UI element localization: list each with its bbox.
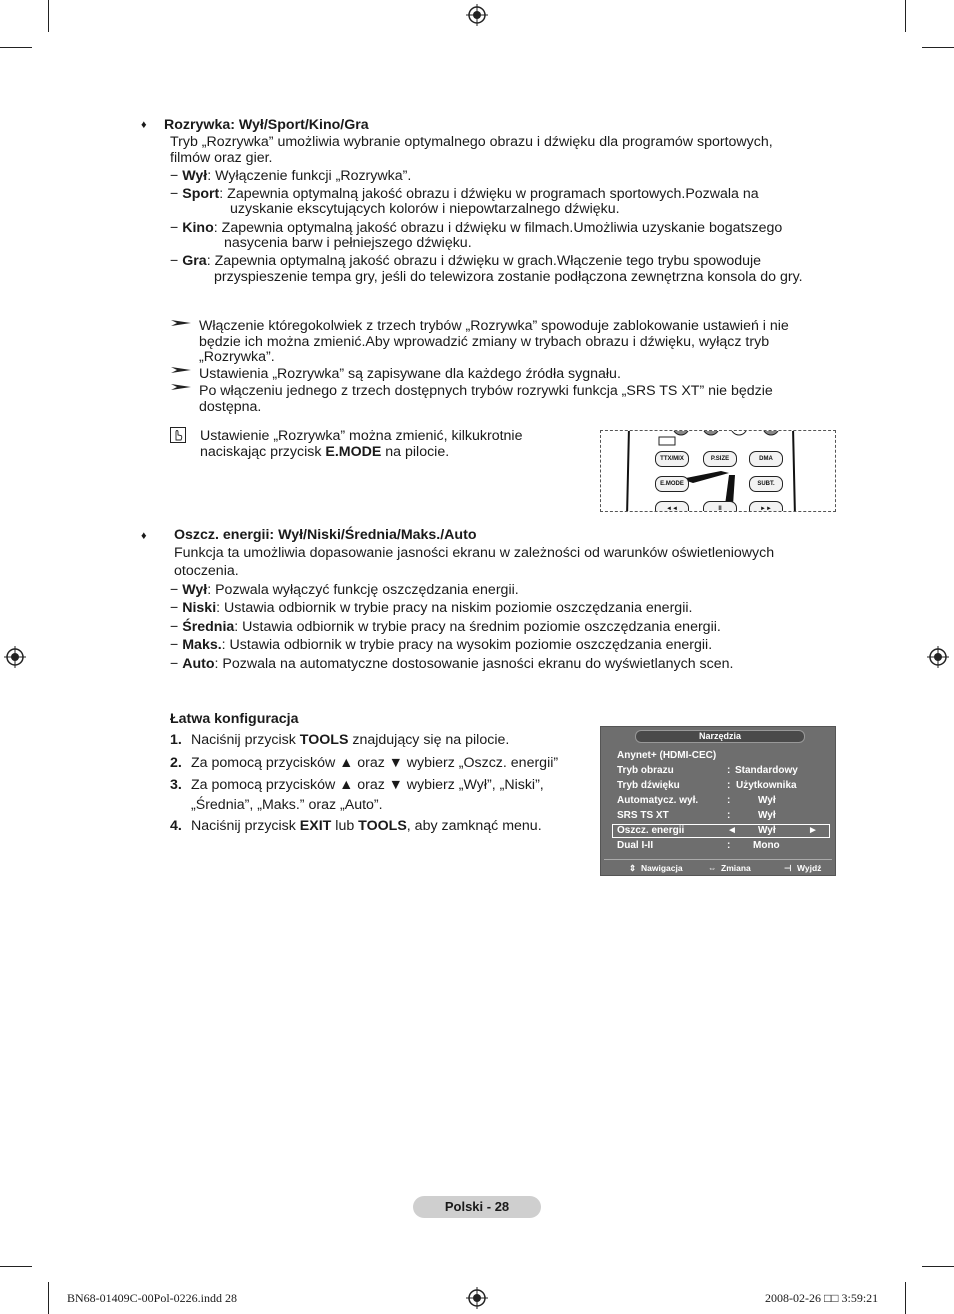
option-item-sport-cont: uzyskanie ekscytujących kolorów i niepowtarzalnego dźwięku. xyxy=(230,201,620,217)
crop-mark xyxy=(905,1282,906,1314)
remote-tip-text: Ustawienie „Rozrywka” można zmienić, kilkukrotnie xyxy=(200,428,523,444)
energy-item-auto: − Auto: Pozwala na automatyczne dostosowanie jasności ekranu do wyświetlanych scen. xyxy=(170,656,734,672)
osd-row[interactable]: SRS TS XT : Wył xyxy=(617,810,776,821)
tools-menu-osd xyxy=(600,726,836,876)
osd-title: Narzędzia xyxy=(635,730,805,743)
energy-item-niski: − Niski: Ustawia odbiornik w trybie pracy na niskim poziomie oszczędzania energii. xyxy=(170,600,693,616)
section-title-rozrywka: Rozrywka: Wył/Sport/Kino/Gra xyxy=(164,117,369,133)
section-intro: filmów oraz gier. xyxy=(170,150,273,166)
option-item-wyl: − Wył: Wyłączenie funkcji „Rozrywka”. xyxy=(170,168,412,184)
crop-mark xyxy=(905,0,906,32)
energy-item-maks: − Maks.: Ustawia odbiornik w trybie pracy na wysokim poziomie oszczędzania energii. xyxy=(170,637,713,653)
rewind-button-icon: ◄◄ xyxy=(655,501,689,512)
note-text: Po włączeniu jednego z trzech dostępnych trybów rozrywki funkcja „SRS TS XT” nie będzie xyxy=(199,383,773,399)
return-icon: ⊣ xyxy=(784,863,792,873)
osd-row[interactable]: Tryb dźwięku : Użytkownika xyxy=(617,780,797,791)
osd-footer-exit: Wyjdź xyxy=(797,863,822,873)
osd-row[interactable]: Anynet+ (HDMI-CEC) xyxy=(617,750,717,761)
remote-control-illustration xyxy=(600,430,836,512)
print-slug-file: BN68-01409C-00Pol-0226.indd 28 xyxy=(67,1291,238,1305)
section-intro: Tryb „Rozrywka” umożliwia wybranie optymalnego obrazu i dźwięku dla programów sportowych, xyxy=(170,134,773,150)
note-text: Ustawienia „Rozrywka” są zapisywane dla każdego źródła sygnału. xyxy=(199,366,621,382)
diamond-bullet-icon: ♦ xyxy=(141,530,147,542)
pause-button-icon: II xyxy=(703,501,737,512)
crop-mark xyxy=(922,1266,954,1267)
crop-mark xyxy=(48,1282,49,1314)
leftright-icon: ⇔ xyxy=(708,863,717,873)
energy-item-wyl: − Wył: Pozwala wyłączyć funkcję oszczędzania energii. xyxy=(170,582,519,598)
osd-row[interactable]: Tryb obrazu : Standardowy xyxy=(617,765,798,776)
remote-button-dma: DMA xyxy=(749,451,783,467)
left-arrow-icon: ◄ xyxy=(727,825,737,836)
step-text: Za pomocą przycisków ▲ oraz ▼ wybierz „Oszcz. energii” xyxy=(191,755,559,771)
step-number: 2. xyxy=(170,755,182,771)
remote-button-ttxmix: TTX/MIX xyxy=(655,451,689,467)
updown-icon: ⇕ xyxy=(629,863,637,873)
step-text: „Średnia”, „Maks.” oraz „Auto”. xyxy=(191,797,383,813)
hand-pointer-icon xyxy=(170,427,186,443)
option-item-gra: − Gra: Zapewnia optymalną jakość obrazu i dźwięku w grach.Włączenie tego trybu spowoduje xyxy=(170,253,762,269)
osd-footer-change: Zmiana xyxy=(721,863,751,873)
registration-mark-icon xyxy=(927,646,949,668)
section-intro: otoczenia. xyxy=(174,563,239,579)
crop-mark xyxy=(922,47,954,48)
note-text: dostępna. xyxy=(199,399,262,415)
note-text: będzie ich można zmienić.Aby wprowadzić zmiany w trybach obrazu i dźwięku, wyłącz tryb xyxy=(199,334,770,350)
right-arrow-icon: ► xyxy=(808,825,818,836)
option-item-sport: − Sport: Zapewnia optymalną jakość obrazu i dźwięku w programach sportowych.Pozwala na xyxy=(170,186,759,202)
note-text: „Rozrywka”. xyxy=(199,349,275,365)
step-text: Za pomocą przycisków ▲ oraz ▼ wybierz „Wył”, „Niski”, xyxy=(191,777,544,793)
option-item-kino: − Kino: Zapewnia optymalną jakość obrazu i dźwięku w filmach.Umożliwia uzyskanie bogatszego xyxy=(170,220,783,236)
note-arrow-icon xyxy=(171,318,191,328)
page-number: Polski - 28 xyxy=(413,1196,541,1218)
osd-row[interactable]: Dual I-II : Mono xyxy=(617,840,780,851)
remote-body-icon xyxy=(621,430,801,512)
setup-title: Łatwa konfiguracja xyxy=(170,711,299,727)
note-text: Włączenie któregokolwiek z trzech trybów „Rozrywka” spowoduje zablokowanie ustawień i nie xyxy=(199,318,789,334)
step-number: 1. xyxy=(170,732,182,748)
energy-item-srednia: − Średnia: Ustawia odbiornik w trybie pracy na średnim poziomie oszczędzania energii. xyxy=(170,619,721,635)
crop-mark xyxy=(0,1266,32,1267)
crop-mark xyxy=(0,47,32,48)
option-item-gra-cont: przyspieszenie tempa gry, jeśli do telewizora zostanie podłączona zewnętrzna konsola do gry. xyxy=(214,269,803,285)
remote-button-psize: P.SIZE xyxy=(703,451,737,467)
step-text: Naciśnij przycisk EXIT lub TOOLS, aby zamknąć menu. xyxy=(191,818,542,834)
registration-mark-icon xyxy=(466,1287,488,1309)
registration-mark-icon xyxy=(466,4,488,26)
section-title-energy: Oszcz. energii: Wył/Niski/Średnia/Maks./Auto xyxy=(174,527,477,543)
remote-tip-text: naciskając przycisk E.MODE na pilocie. xyxy=(200,444,450,460)
note-arrow-icon xyxy=(171,365,191,375)
osd-row[interactable]: Automatycz. wył. : Wył xyxy=(617,795,776,806)
step-number: 4. xyxy=(170,818,182,834)
section-intro: Funkcja ta umożliwia dopasowanie jasności ekranu w zależności od warunków oświetleniowych xyxy=(174,545,775,561)
crop-mark xyxy=(48,0,49,32)
osd-row-energy-selected[interactable]: Oszcz. energii ◄ Wył ► xyxy=(617,825,818,836)
remote-button-subt: SUBT. xyxy=(749,476,783,492)
fast-forward-button-icon: ►► xyxy=(749,501,783,512)
print-slug-date: 2008-02-26 □□ 3:59:21 xyxy=(765,1291,879,1305)
osd-footer-divider xyxy=(604,859,832,860)
note-arrow-icon xyxy=(171,382,191,392)
remote-button-emode: E.MODE xyxy=(655,476,689,492)
registration-mark-icon xyxy=(4,646,26,668)
step-text: Naciśnij przycisk TOOLS znajdujący się na pilocie. xyxy=(191,732,510,748)
osd-footer-nav: Nawigacja xyxy=(641,863,683,873)
step-number: 3. xyxy=(170,777,182,793)
diamond-bullet-icon: ♦ xyxy=(141,119,147,131)
option-item-kino-cont: nasycenia barw i pełniejszego dźwięku. xyxy=(224,235,472,251)
